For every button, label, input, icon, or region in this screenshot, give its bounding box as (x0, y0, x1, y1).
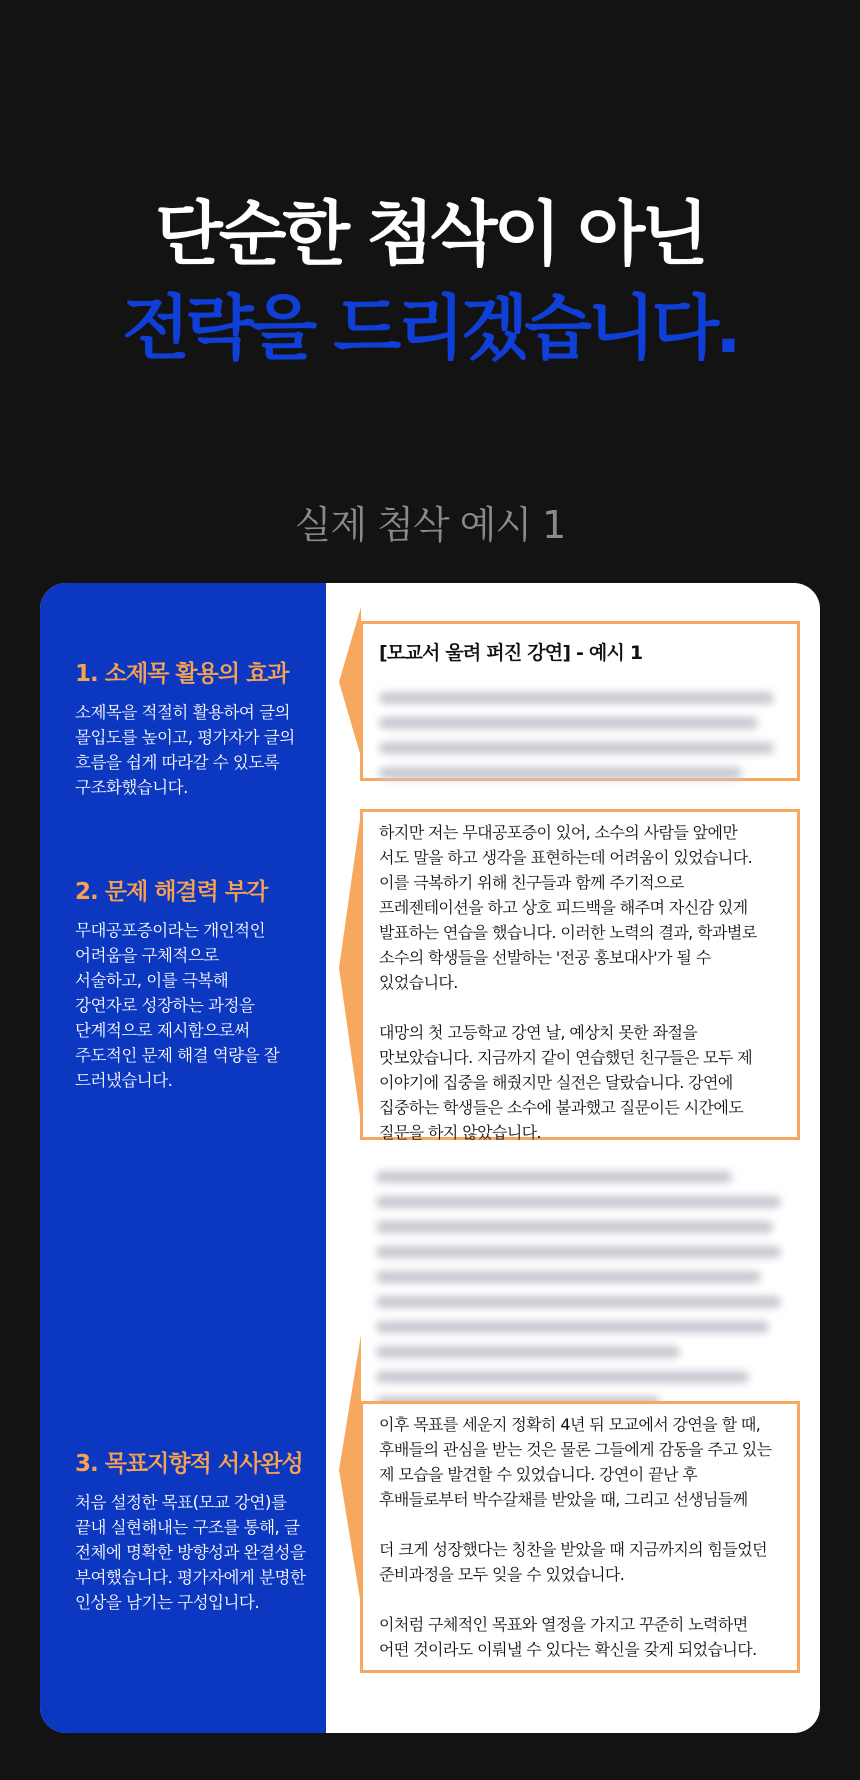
essay-paragraph-2: 이후 목표를 세운지 정확히 4년 뒤 모교에서 강연을 할 때, 후배들의 관심을 받는 것은 물론 그들에게 감동을 주고 있는 제 모습을 발견할 수 있었습니다. 강연이 끝난 후 후배들로부터 박수갈채를 받았을 때, 그리고 선생님들께 더 크게 성장했다는 칭찬을 받았을 때 지금까지의 힘들었던 준비과정을 모두 잊을 수 있었습니다. 이처럼 구체적인 목표와 열정을 가지고 꾸준히 노력하면 어떤 것이라도 이뤄낼 수 있다는 확신을 갖게 되었습니다. (379, 1415, 772, 1659)
feedback-title: 3. 목표지향적 서사완성 (75, 1451, 303, 1477)
blurred-text (376, 1171, 781, 1421)
feedback-body: 처음 설정한 목표(모교 강연)를 끝내 실현해내는 구조를 통해, 글 전체에 명확한 방향성과 완결성을 부여했습니다. 평가자에게 분명한 인상을 남기는 구성입니다. (75, 1493, 306, 1612)
callout-pointer (339, 1335, 361, 1605)
callout-pointer (339, 813, 361, 1123)
example-subtitle: 실제 첨삭 예시 1 (294, 503, 566, 547)
headline-line-1: 단순한 첨삭이 아닌 (155, 193, 705, 275)
feedback-body: 무대공포증이라는 개인적인 어려움을 구체적으로 서술하고, 이를 극복해 강연자로 성장하는 과정을 단계적으로 제시함으로써 주도적인 문제 해결 역량을 잘 드러냈습니다. (75, 921, 280, 1090)
feedback-section-3 (75, 1445, 315, 1615)
callout-pointer (339, 607, 361, 757)
example-card (40, 583, 820, 1733)
feedback-title: 2. 문제 해결력 부각 (75, 879, 268, 905)
essay-callout-3 (360, 1401, 800, 1673)
essay-paragraph-1: 하지만 저는 무대공포증이 있어, 소수의 사람들 앞에만 서도 말을 하고 생각을 표현하는데 어려움이 있었습니다. 이를 극복하기 위해 친구들과 함께 주기적으로 프레젠테이션을 하고 상호 피드백을 해주며 자신감 있게 발표하는 연습을 했습니다. 이러한 노력의 결과, 학과별로 소수의 학생들을 선발하는 '전공 홍보대사'가 될 수 있었습니다. 대망의 첫 고등학교 강연 날, 예상치 못한 좌절을 맛보았습니다. 지금까지 같이 연습했던 친구들은 모두 제 이야기에 집중을 해줬지만 실전은 달랐습니다. 강연에 집중하는 학생들은 소수에 불과했고 질문이든 시간에도 질문을 하지 않았습니다. (379, 823, 757, 1142)
feedback-body: 소제목을 적절히 활용하여 글의 몰입도를 높이고, 평가자가 글의 흐름을 쉽게 따라갈 수 있도록 구조화했습니다. (75, 703, 295, 797)
blurred-text (379, 692, 774, 792)
headline-line-2: 전략을 드리겠습니다. (122, 287, 738, 369)
feedback-panel (40, 583, 326, 1733)
essay-callout-1 (360, 621, 800, 781)
feedback-section-2 (75, 873, 315, 1093)
feedback-section-1 (75, 655, 315, 800)
essay-callout-2 (360, 809, 800, 1140)
feedback-title: 1. 소제목 활용의 효과 (75, 661, 289, 687)
essay-title: [모교서 울려 퍼진 강연] - 예시 1 (379, 642, 643, 664)
